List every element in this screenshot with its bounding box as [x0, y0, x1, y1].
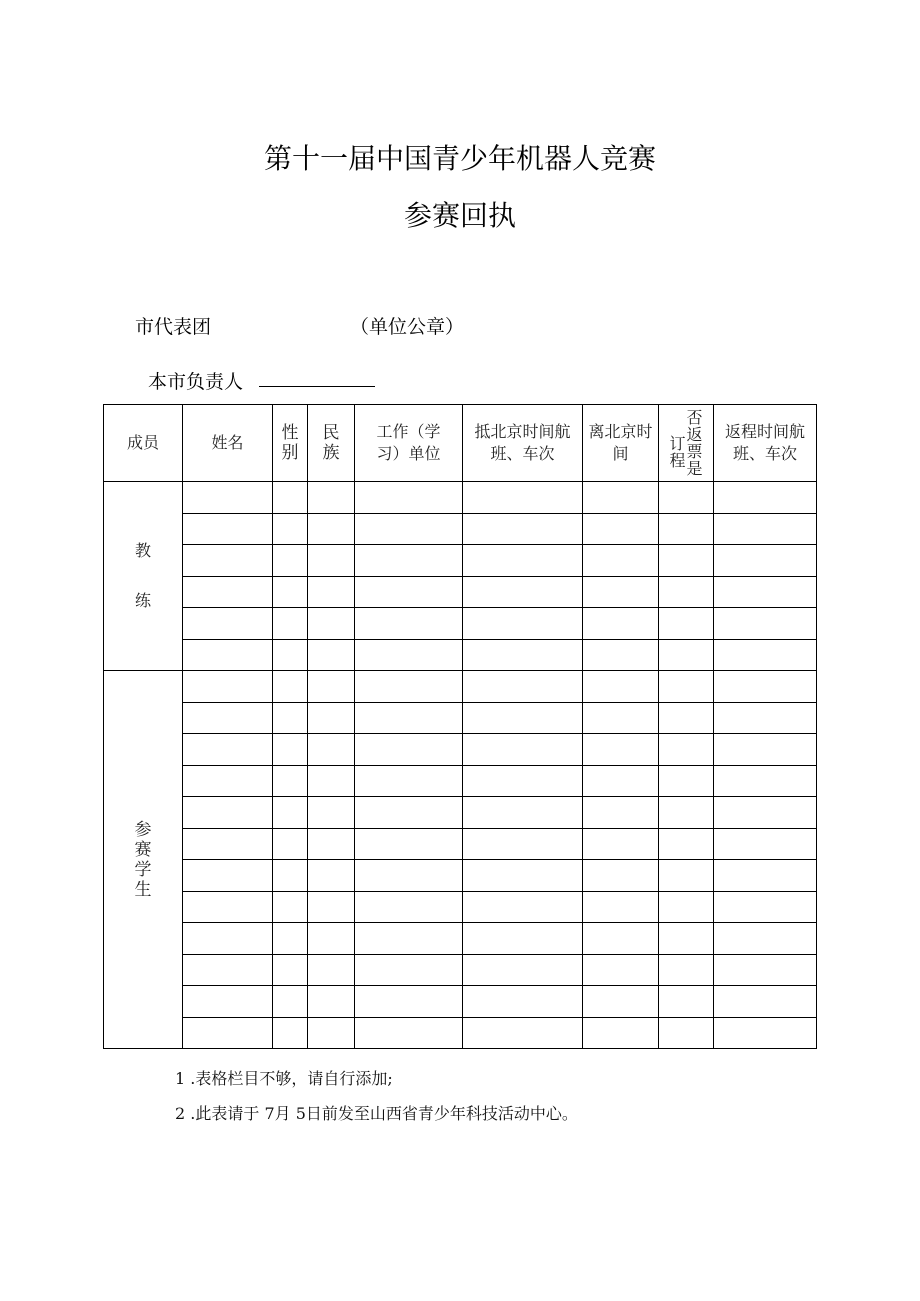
coach-arrival-cell[interactable] [463, 545, 583, 577]
coach-return-trip-cell[interactable] [714, 639, 817, 671]
coach-name-cell[interactable] [183, 608, 273, 640]
student-name-cell[interactable] [183, 891, 273, 923]
student-ethnicity-cell[interactable] [308, 702, 355, 734]
student-return-trip-cell[interactable] [714, 923, 817, 955]
student-work-unit-cell[interactable] [355, 797, 463, 829]
student-arrival-cell[interactable] [463, 671, 583, 703]
student-arrival-cell[interactable] [463, 765, 583, 797]
coach-name-cell[interactable] [183, 482, 273, 514]
student-work-unit-cell[interactable] [355, 954, 463, 986]
header-return-trip: 返程时间航班、车次 [714, 405, 817, 482]
coach-gender-cell[interactable] [273, 513, 308, 545]
student-gender-cell[interactable] [273, 923, 308, 955]
student-return-ticket-cell[interactable] [659, 734, 714, 766]
student-return-ticket-cell[interactable] [659, 828, 714, 860]
student-return-trip-cell[interactable] [714, 702, 817, 734]
coach-work-unit-cell[interactable] [355, 608, 463, 640]
student-return-ticket-cell[interactable] [659, 671, 714, 703]
student-row [104, 954, 817, 986]
coach-work-unit-cell[interactable] [355, 482, 463, 514]
student-row [104, 828, 817, 860]
student-return-trip-cell[interactable] [714, 734, 817, 766]
student-group-label [104, 671, 183, 1049]
coach-return-trip-cell[interactable] [714, 513, 817, 545]
student-departure-cell[interactable] [583, 734, 659, 766]
coach-return-trip-cell[interactable] [714, 608, 817, 640]
student-departure-cell[interactable] [583, 828, 659, 860]
document-subtitle: 参赛回执 [403, 199, 516, 232]
student-return-trip-cell[interactable] [714, 797, 817, 829]
student-return-ticket-cell[interactable] [659, 797, 714, 829]
student-return-trip-cell[interactable] [714, 828, 817, 860]
student-arrival-cell[interactable] [463, 923, 583, 955]
student-row [104, 986, 817, 1018]
student-ethnicity-cell[interactable] [308, 860, 355, 892]
student-ethnicity-cell[interactable] [308, 954, 355, 986]
coach-ethnicity-cell[interactable] [308, 545, 355, 577]
coach-work-unit-cell[interactable] [355, 639, 463, 671]
student-return-trip-cell[interactable] [714, 765, 817, 797]
note-2: 2 .此表请于 7月 5日前发至山西省青少年科技活动中心。 [175, 1104, 578, 1123]
coach-departure-cell[interactable] [583, 576, 659, 608]
student-return-trip-cell[interactable] [714, 891, 817, 923]
leader-signature-line[interactable] [259, 386, 375, 387]
note-1: 1 .表格栏目不够，请自行添加; [175, 1069, 393, 1088]
coach-row [104, 482, 817, 514]
student-gender-cell[interactable] [273, 734, 308, 766]
coach-departure-cell[interactable] [583, 513, 659, 545]
student-ethnicity-cell[interactable] [308, 1017, 355, 1049]
coach-return-ticket-cell[interactable] [659, 608, 714, 640]
coach-label-line1: 教 [134, 541, 151, 560]
student-row [104, 923, 817, 955]
coach-departure-cell[interactable] [583, 639, 659, 671]
coach-return-ticket-cell[interactable] [659, 639, 714, 671]
student-work-unit-cell[interactable] [355, 923, 463, 955]
student-name-cell[interactable] [183, 1017, 273, 1049]
coach-departure-cell[interactable] [583, 608, 659, 640]
student-return-trip-cell[interactable] [714, 954, 817, 986]
student-label: 参赛学生 [134, 819, 152, 900]
coach-arrival-cell[interactable] [463, 482, 583, 514]
student-gender-cell[interactable] [273, 986, 308, 1018]
coach-work-unit-cell[interactable] [355, 576, 463, 608]
student-arrival-cell[interactable] [463, 1017, 583, 1049]
student-arrival-cell[interactable] [463, 954, 583, 986]
student-row [104, 797, 817, 829]
student-departure-cell[interactable] [583, 860, 659, 892]
student-departure-cell[interactable] [583, 923, 659, 955]
student-work-unit-cell[interactable] [355, 671, 463, 703]
student-return-ticket-cell[interactable] [659, 954, 714, 986]
student-gender-cell[interactable] [273, 765, 308, 797]
student-gender-cell[interactable] [273, 702, 308, 734]
coach-arrival-cell[interactable] [463, 513, 583, 545]
student-return-trip-cell[interactable] [714, 860, 817, 892]
coach-arrival-cell[interactable] [463, 639, 583, 671]
coach-arrival-cell[interactable] [463, 608, 583, 640]
student-work-unit-cell[interactable] [355, 986, 463, 1018]
student-ethnicity-cell[interactable] [308, 828, 355, 860]
student-gender-cell[interactable] [273, 828, 308, 860]
student-ethnicity-cell[interactable] [308, 986, 355, 1018]
student-return-ticket-cell[interactable] [659, 986, 714, 1018]
student-work-unit-cell[interactable] [355, 828, 463, 860]
student-name-cell[interactable] [183, 797, 273, 829]
coach-ethnicity-cell[interactable] [308, 482, 355, 514]
coach-row [104, 608, 817, 640]
header-ethnicity: 民族 [308, 405, 355, 482]
coach-return-ticket-cell[interactable] [659, 513, 714, 545]
student-departure-cell[interactable] [583, 891, 659, 923]
student-name-cell[interactable] [183, 954, 273, 986]
student-return-trip-cell[interactable] [714, 671, 817, 703]
student-row [104, 860, 817, 892]
coach-departure-cell[interactable] [583, 482, 659, 514]
student-return-trip-cell[interactable] [714, 1017, 817, 1049]
coach-gender-cell[interactable] [273, 545, 308, 577]
student-row [104, 734, 817, 766]
coach-departure-cell[interactable] [583, 545, 659, 577]
student-gender-cell[interactable] [273, 797, 308, 829]
student-gender-cell[interactable] [273, 860, 308, 892]
coach-gender-cell[interactable] [273, 482, 308, 514]
coach-arrival-cell[interactable] [463, 576, 583, 608]
coach-return-ticket-cell[interactable] [659, 545, 714, 577]
coach-ethnicity-cell[interactable] [308, 639, 355, 671]
header-return-ticket: 订程否返票是 [659, 405, 714, 482]
student-arrival-cell[interactable] [463, 891, 583, 923]
student-work-unit-cell[interactable] [355, 765, 463, 797]
student-work-unit-cell[interactable] [355, 702, 463, 734]
student-row [104, 1017, 817, 1049]
student-return-ticket-cell[interactable] [659, 765, 714, 797]
student-ethnicity-cell[interactable] [308, 923, 355, 955]
coach-name-cell[interactable] [183, 513, 273, 545]
student-ethnicity-cell[interactable] [308, 797, 355, 829]
coach-gender-cell[interactable] [273, 639, 308, 671]
header-name: 姓名 [183, 405, 273, 482]
student-departure-cell[interactable] [583, 1017, 659, 1049]
student-work-unit-cell[interactable] [355, 891, 463, 923]
header-member: 成员 [104, 405, 183, 482]
student-arrival-cell[interactable] [463, 986, 583, 1018]
student-departure-cell[interactable] [583, 797, 659, 829]
header-row [104, 405, 817, 482]
roster-table [103, 404, 817, 1049]
coach-return-ticket-cell[interactable] [659, 576, 714, 608]
student-arrival-cell[interactable] [463, 797, 583, 829]
student-ethnicity-cell[interactable] [308, 891, 355, 923]
coach-group-label [104, 482, 183, 671]
student-gender-cell[interactable] [273, 1017, 308, 1049]
seal-label: （单位公章） [350, 316, 465, 338]
coach-work-unit-cell[interactable] [355, 545, 463, 577]
student-ethnicity-cell[interactable] [308, 734, 355, 766]
coach-return-ticket-cell[interactable] [659, 482, 714, 514]
coach-name-cell[interactable] [183, 639, 273, 671]
student-departure-cell[interactable] [583, 986, 659, 1018]
student-return-ticket-cell[interactable] [659, 1017, 714, 1049]
coach-ethnicity-cell[interactable] [308, 576, 355, 608]
student-return-ticket-cell[interactable] [659, 860, 714, 892]
coach-gender-cell[interactable] [273, 608, 308, 640]
student-ethnicity-cell[interactable] [308, 671, 355, 703]
student-name-cell[interactable] [183, 923, 273, 955]
coach-ethnicity-cell[interactable] [308, 513, 355, 545]
header-gender: 性别 [273, 405, 308, 482]
student-departure-cell[interactable] [583, 765, 659, 797]
header-departure: 离北京时间 [583, 405, 659, 482]
student-row [104, 891, 817, 923]
coach-row [104, 545, 817, 577]
student-gender-cell[interactable] [273, 954, 308, 986]
student-return-ticket-cell[interactable] [659, 923, 714, 955]
student-departure-cell[interactable] [583, 954, 659, 986]
header-work-unit: 工作（学习）单位 [355, 405, 463, 482]
coach-row [104, 576, 817, 608]
student-row [104, 702, 817, 734]
header-arrival: 抵北京时间航班、车次 [463, 405, 583, 482]
student-gender-cell[interactable] [273, 891, 308, 923]
student-arrival-cell[interactable] [463, 702, 583, 734]
student-work-unit-cell[interactable] [355, 860, 463, 892]
delegation-label: 市代表团 [135, 316, 212, 338]
student-name-cell[interactable] [183, 765, 273, 797]
coach-row [104, 639, 817, 671]
coach-return-trip-cell[interactable] [714, 482, 817, 514]
coach-gender-cell[interactable] [273, 576, 308, 608]
coach-return-trip-cell[interactable] [714, 576, 817, 608]
student-name-cell[interactable] [183, 734, 273, 766]
student-name-cell[interactable] [183, 828, 273, 860]
student-work-unit-cell[interactable] [355, 734, 463, 766]
student-gender-cell[interactable] [273, 671, 308, 703]
student-name-cell[interactable] [183, 702, 273, 734]
leader-label: 本市负责人 [148, 371, 244, 393]
coach-name-cell[interactable] [183, 545, 273, 577]
coach-work-unit-cell[interactable] [355, 513, 463, 545]
student-arrival-cell[interactable] [463, 734, 583, 766]
student-name-cell[interactable] [183, 986, 273, 1018]
student-row [104, 671, 817, 703]
document-title: 第十一届中国青少年机器人竞赛 [263, 142, 656, 175]
student-return-ticket-cell[interactable] [659, 702, 714, 734]
student-arrival-cell[interactable] [463, 860, 583, 892]
student-departure-cell[interactable] [583, 702, 659, 734]
student-name-cell[interactable] [183, 860, 273, 892]
student-arrival-cell[interactable] [463, 828, 583, 860]
student-departure-cell[interactable] [583, 671, 659, 703]
student-return-trip-cell[interactable] [714, 986, 817, 1018]
student-row [104, 765, 817, 797]
student-work-unit-cell[interactable] [355, 1017, 463, 1049]
coach-return-trip-cell[interactable] [714, 545, 817, 577]
coach-label-line2: 练 [134, 591, 151, 610]
coach-name-cell[interactable] [183, 576, 273, 608]
coach-ethnicity-cell[interactable] [308, 608, 355, 640]
student-name-cell[interactable] [183, 671, 273, 703]
coach-row [104, 513, 817, 545]
student-ethnicity-cell[interactable] [308, 765, 355, 797]
student-return-ticket-cell[interactable] [659, 891, 714, 923]
